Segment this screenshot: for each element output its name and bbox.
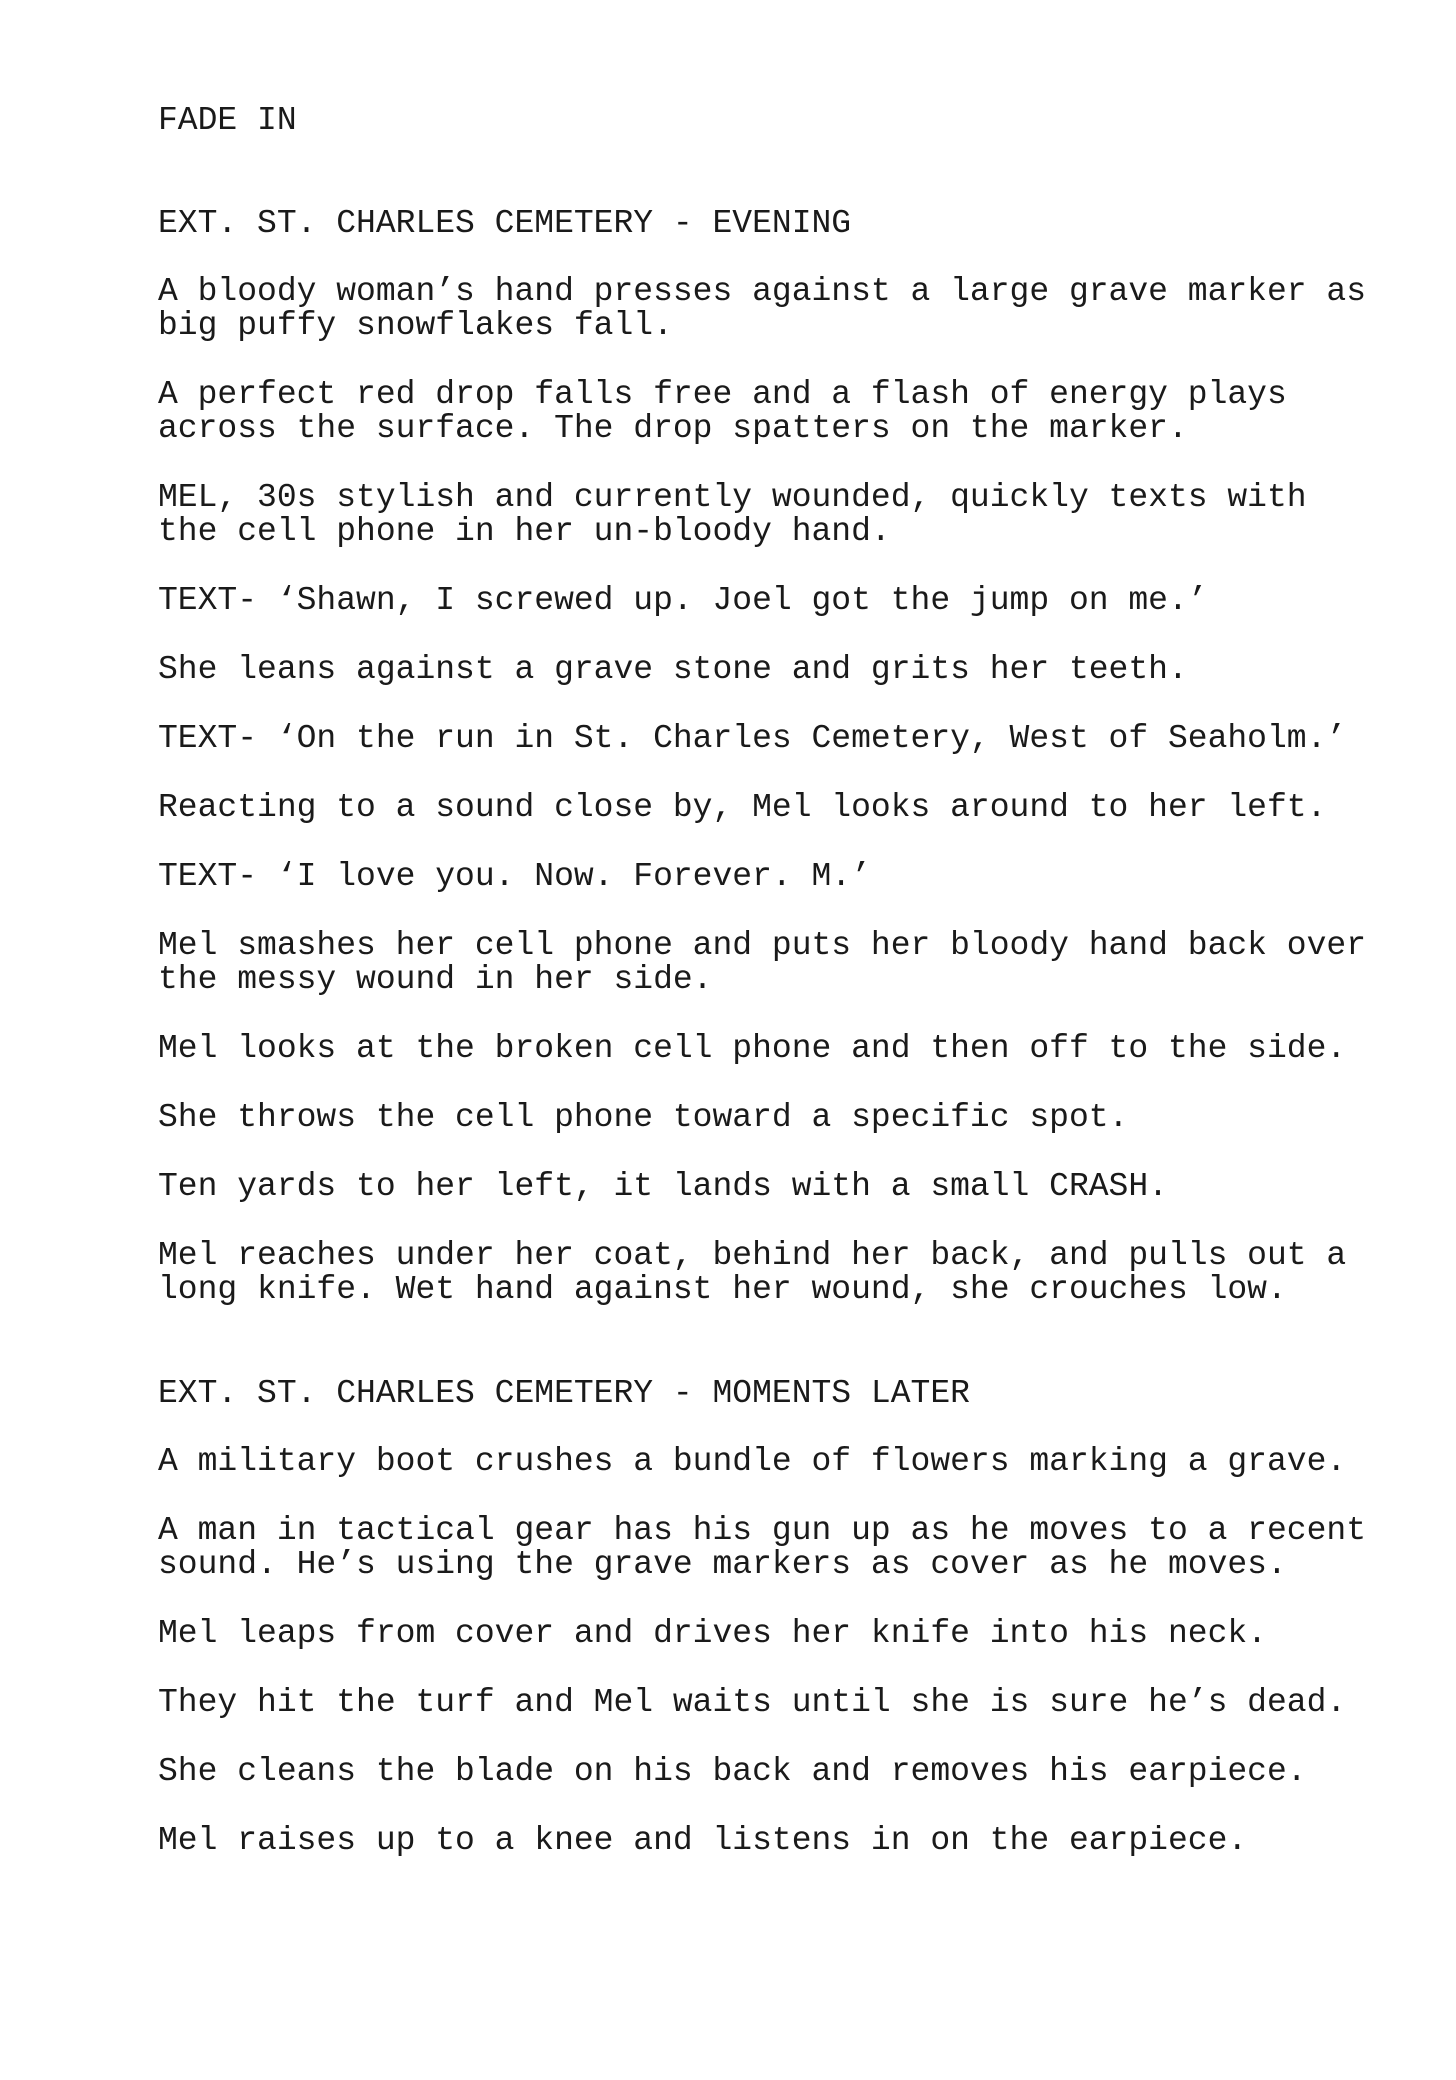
action-paragraph	[158, 275, 1418, 343]
action-line: across the surface. The drop spatters on the marker.	[158, 410, 1188, 447]
action-paragraph	[158, 653, 1418, 687]
action-paragraph	[158, 1032, 1418, 1066]
screenplay-body	[158, 104, 1418, 1893]
action-line: Mel reaches under her coat, behind her back, and pulls out a	[158, 1237, 1347, 1274]
action-line: the messy wound in her side.	[158, 961, 713, 998]
action-line: Reacting to a sound close by, Mel looks around to her left.	[158, 789, 1327, 826]
action-line: big puffy snowflakes fall.	[158, 307, 673, 344]
action-paragraph	[158, 584, 1418, 618]
action-line: sound. He’s using the grave markers as cover as he moves.	[158, 1546, 1287, 1583]
action-paragraph	[158, 1755, 1418, 1789]
action-paragraph	[158, 791, 1418, 825]
action-paragraph	[158, 1824, 1418, 1858]
action-paragraph	[158, 1101, 1418, 1135]
action-line: She throws the cell phone toward a specific spot.	[158, 1099, 1129, 1136]
action-paragraph	[158, 1617, 1418, 1651]
action-paragraph	[158, 1514, 1418, 1582]
action-line: Mel raises up to a knee and listens in on the earpiece.	[158, 1822, 1248, 1859]
action-paragraph	[158, 481, 1418, 549]
action-paragraph	[158, 722, 1418, 756]
scene-1-action	[158, 275, 1418, 1307]
action-line: A bloody woman’s hand presses against a large grave marker as	[158, 273, 1366, 310]
action-line: long knife. Wet hand against her wound, she crouches low.	[158, 1271, 1287, 1308]
action-paragraph	[158, 1445, 1418, 1479]
action-line: MEL, 30s stylish and currently wounded, quickly texts with	[158, 479, 1307, 516]
action-paragraph	[158, 929, 1418, 997]
action-line: A perfect red drop falls free and a flash of energy plays	[158, 376, 1287, 413]
action-line: She leans against a grave stone and grits her teeth.	[158, 651, 1188, 688]
action-paragraph	[158, 1239, 1418, 1307]
action-line: Mel leaps from cover and drives her knife into his neck.	[158, 1615, 1267, 1652]
action-line: Mel looks at the broken cell phone and then off to the side.	[158, 1030, 1347, 1067]
scene-heading-1: EXT. ST. CHARLES CEMETERY - EVENING	[158, 205, 852, 242]
transition-fade-in: FADE IN	[158, 102, 297, 139]
action-line: TEXT- ‘On the run in St. Charles Cemetery, West of Seaholm.’	[158, 720, 1347, 757]
action-line: TEXT- ‘I love you. Now. Forever. M.’	[158, 858, 871, 895]
action-paragraph	[158, 378, 1418, 446]
action-paragraph	[158, 1170, 1418, 1204]
action-line: TEXT- ‘Shawn, I screwed up. Joel got the jump on me.’	[158, 582, 1208, 619]
scene-2-action	[158, 1445, 1418, 1858]
action-line: Ten yards to her left, it lands with a small CRASH.	[158, 1168, 1168, 1205]
scene-heading-2: EXT. ST. CHARLES CEMETERY - MOMENTS LATER	[158, 1375, 970, 1412]
action-line: the cell phone in her un-bloody hand.	[158, 513, 891, 550]
action-line: She cleans the blade on his back and removes his earpiece.	[158, 1753, 1307, 1790]
action-line: They hit the turf and Mel waits until she is sure he’s dead.	[158, 1684, 1347, 1721]
action-paragraph	[158, 860, 1418, 894]
action-line: A military boot crushes a bundle of flowers marking a grave.	[158, 1443, 1347, 1480]
action-line: A man in tactical gear has his gun up as he moves to a recent	[158, 1512, 1366, 1549]
action-line: Mel smashes her cell phone and puts her bloody hand back over	[158, 927, 1366, 964]
action-paragraph	[158, 1686, 1418, 1720]
